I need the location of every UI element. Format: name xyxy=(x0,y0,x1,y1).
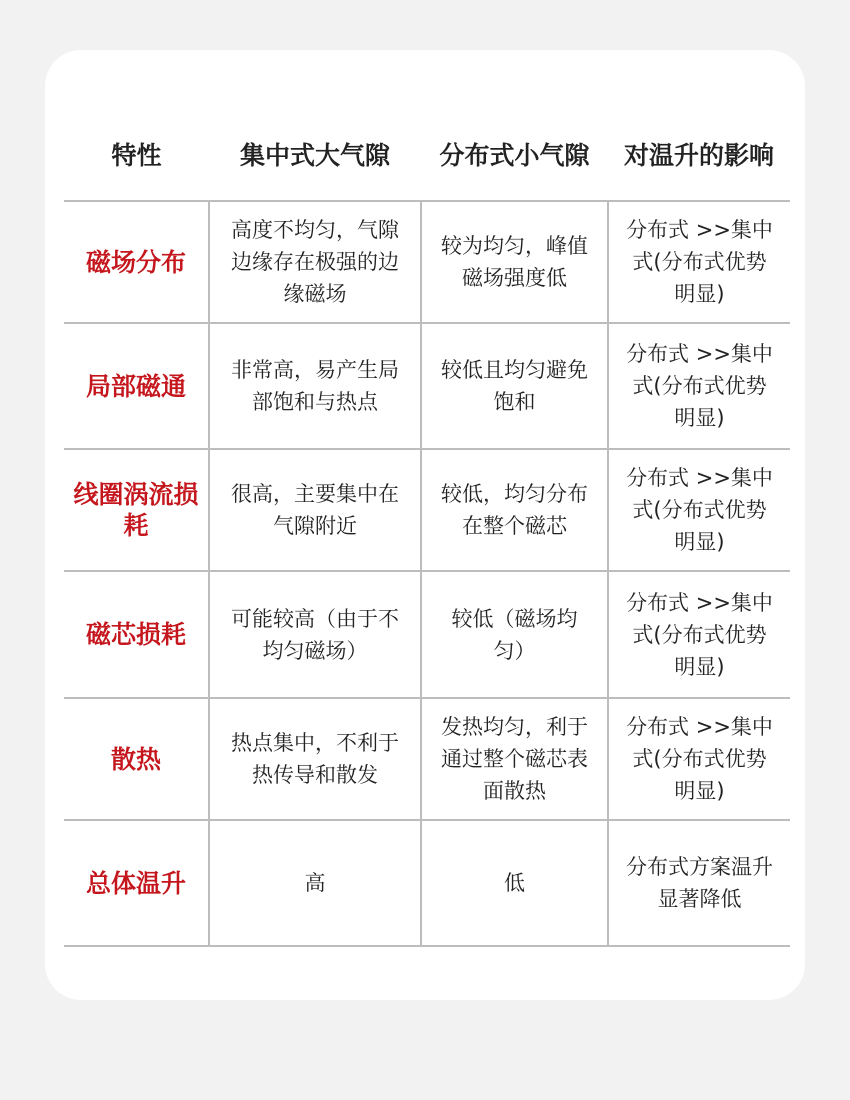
header-property: 特性 xyxy=(64,110,209,201)
table-cell: 热点集中，不利于热传导和散发 xyxy=(209,698,421,820)
table-row xyxy=(64,698,790,820)
table-cell: 较为均匀，峰值磁场强度低 xyxy=(421,201,608,323)
table-row xyxy=(64,323,790,449)
table-row xyxy=(64,820,790,946)
row-label: 局部磁通 xyxy=(64,323,209,449)
table-cell: 很高，主要集中在气隙附近 xyxy=(209,449,421,571)
row-label: 线圈涡流损耗 xyxy=(64,449,209,571)
table-cell: 高度不均匀，气隙边缘存在极强的边缘磁场 xyxy=(209,201,421,323)
comparison-table xyxy=(64,110,790,947)
table-cell: 发热均匀，利于通过整个磁芯表面散热 xyxy=(421,698,608,820)
table-cell: 分布式方案温升显著降低 xyxy=(608,820,790,946)
table-header-row xyxy=(64,110,790,201)
table-cell: 分布式 >>集中式(分布式优势明显) xyxy=(608,201,790,323)
row-label: 磁场分布 xyxy=(64,201,209,323)
table-cell: 分布式 >>集中式(分布式优势明显) xyxy=(608,698,790,820)
table-cell: 较低且均匀避免饱和 xyxy=(421,323,608,449)
table-cell: 分布式 >>集中式(分布式优势明显) xyxy=(608,449,790,571)
header-temperature-impact: 对温升的影响 xyxy=(608,110,790,201)
table-row xyxy=(64,201,790,323)
row-label: 磁芯损耗 xyxy=(64,571,209,698)
table-cell: 分布式 >>集中式(分布式优势明显) xyxy=(608,323,790,449)
table-row xyxy=(64,449,790,571)
table-cell: 较低（磁场均匀） xyxy=(421,571,608,698)
table-cell: 分布式 >>集中式(分布式优势明显) xyxy=(608,571,790,698)
row-label: 散热 xyxy=(64,698,209,820)
header-concentrated-gap: 集中式大气隙 xyxy=(209,110,421,201)
row-label: 总体温升 xyxy=(64,820,209,946)
header-distributed-gap: 分布式小气隙 xyxy=(421,110,608,201)
comparison-card xyxy=(45,50,805,1000)
table-cell: 较低，均匀分布在整个磁芯 xyxy=(421,449,608,571)
table-cell: 高 xyxy=(209,820,421,946)
table-row xyxy=(64,571,790,698)
table-cell: 非常高，易产生局部饱和与热点 xyxy=(209,323,421,449)
table-cell: 可能较高（由于不均匀磁场） xyxy=(209,571,421,698)
table-cell: 低 xyxy=(421,820,608,946)
